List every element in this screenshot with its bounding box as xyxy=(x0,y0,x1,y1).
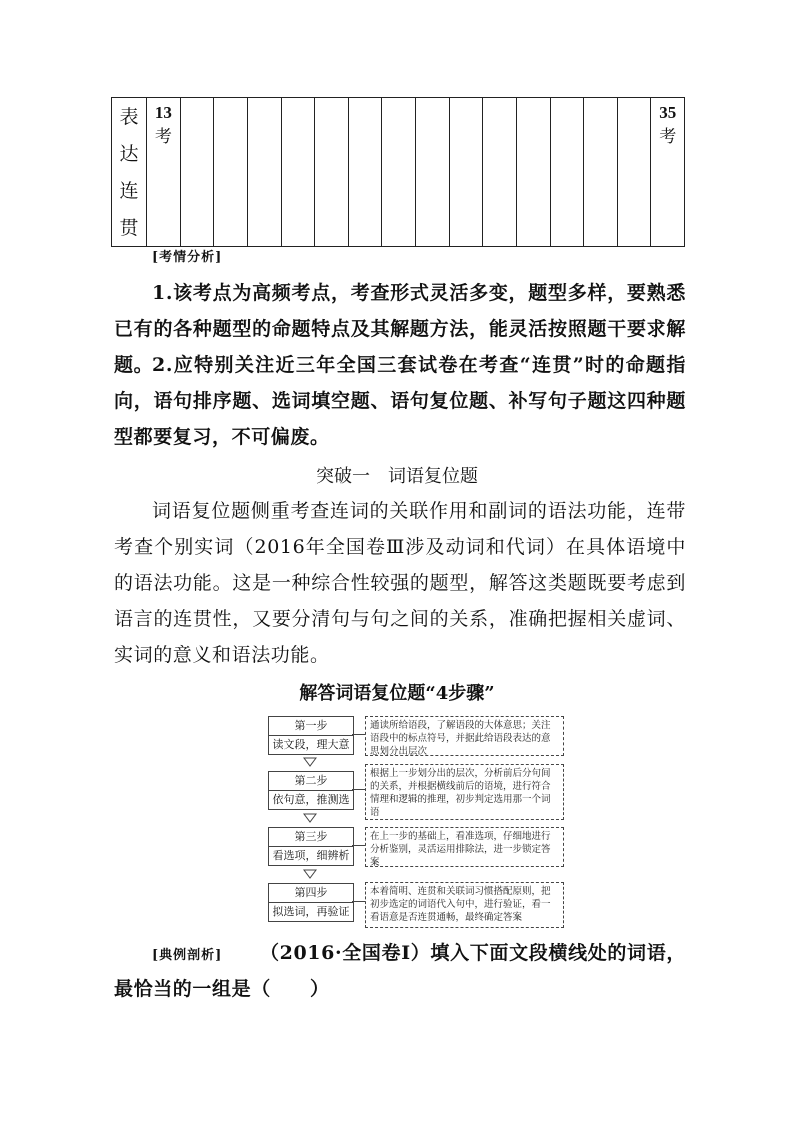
table-cell xyxy=(281,98,315,247)
down-arrow-icon xyxy=(303,757,317,767)
table-cell xyxy=(651,98,685,247)
step-description: 通读所给语段，了解语段的大体意思；关注语段中的标点符号，并据此给语段表达的意思划分出层次 xyxy=(365,716,564,756)
step-number: 第二步 xyxy=(269,772,353,791)
row-label-char: 贯 xyxy=(119,217,139,239)
table-cell xyxy=(416,98,450,247)
row-label-cell xyxy=(112,98,147,247)
row-label-char: 表 xyxy=(119,106,139,128)
table-cell xyxy=(214,98,248,247)
step-description: 本着简明、连贯和关联词习惯搭配原则，把初步选定的词语代入句中，进行验证，看一看语意是否连贯通畅，最终确定答案 xyxy=(365,882,564,928)
step-name: 读文段，理大意 xyxy=(272,738,350,751)
table-cell xyxy=(247,98,281,247)
exam-label: 考 xyxy=(659,127,677,147)
step-description: 在上一步的基础上，看准选项，仔细地进行分析鉴别，灵活运用排除法，进一步锁定答案 xyxy=(365,827,564,867)
row-label-char: 连 xyxy=(119,180,139,202)
steps-flowchart xyxy=(268,714,568,930)
connector-line xyxy=(352,734,365,735)
table-cell xyxy=(147,98,181,247)
table-row xyxy=(112,98,685,247)
exam-number: 13 xyxy=(154,103,172,122)
step-box xyxy=(268,827,354,866)
step-box xyxy=(268,716,354,755)
section-body: 词语复位题侧重考查连词的关联作用和副词的语法功能，连带考查个别实词（2016年全国卷Ⅲ涉及动词和代词）在具体语境中的语法功能。这是一种综合性较强的题型，解答这类题既要考虑到语言的连贯性，又要分清句与句之间的关系，准确把握相关虚词、实词的意义和语法功能。 xyxy=(114,500,686,666)
table-cell xyxy=(550,98,584,247)
step-description: 根据上一步划分出的层次，分析前后分句间的关系，并根据横线前后的语境，进行符合情理和逻辑的推理，初步判定选用那一个词语 xyxy=(365,764,564,820)
exam-label: 考 xyxy=(154,127,172,147)
flow-title: 解答词语复位题“4步骤” xyxy=(299,683,495,704)
step-box xyxy=(268,883,354,922)
table-cell xyxy=(348,98,382,247)
example-question: （2016·全国卷Ⅰ）填入下面文段横线处的词语，最恰当的一组是（ ） xyxy=(114,942,686,1000)
exam-number: 35 xyxy=(659,103,677,122)
connector-line xyxy=(352,789,365,790)
analysis-paragraph-2: 2.应特别关注近三年全国三套试卷在考查“连贯”时的命题指向，语句排序题、选词填空题、语句复位题、补写句子题这四种题型都要复习，不可偏废。 xyxy=(114,354,686,448)
table-cell xyxy=(449,98,483,247)
step-number: 第一步 xyxy=(269,717,353,736)
exam-table xyxy=(111,97,685,247)
table-cell xyxy=(584,98,618,247)
table-cell xyxy=(315,98,349,247)
table-cell xyxy=(382,98,416,247)
connector-line xyxy=(352,845,365,846)
analysis-paragraph-1: 1.该考点为高频考点，考查形式灵活多变，题型多样，要熟悉已有的各种题型的命题特点及其解题方法，能灵活按照题干要求解题。 xyxy=(114,282,686,376)
connector-line xyxy=(352,901,365,902)
analysis-tag: [ 考情分析 ] xyxy=(152,246,222,265)
down-arrow-icon xyxy=(303,813,317,823)
step-number: 第四步 xyxy=(269,884,353,903)
step-box xyxy=(268,771,354,810)
table-cell xyxy=(483,98,517,247)
down-arrow-icon xyxy=(303,869,317,879)
row-label-char: 达 xyxy=(119,143,139,165)
step-name: 依句意，推测选 xyxy=(272,793,350,806)
table-cell xyxy=(617,98,651,247)
table-cell xyxy=(516,98,550,247)
step-name: 看选项，细辨析 xyxy=(272,849,350,862)
example-tag: [ 典例剖析 ] xyxy=(152,944,222,963)
table-cell xyxy=(180,98,214,247)
step-number: 第三步 xyxy=(269,828,353,847)
step-name: 拟选词，再验证 xyxy=(272,905,350,918)
section-title: 突破一 词语复位题 xyxy=(316,466,478,487)
